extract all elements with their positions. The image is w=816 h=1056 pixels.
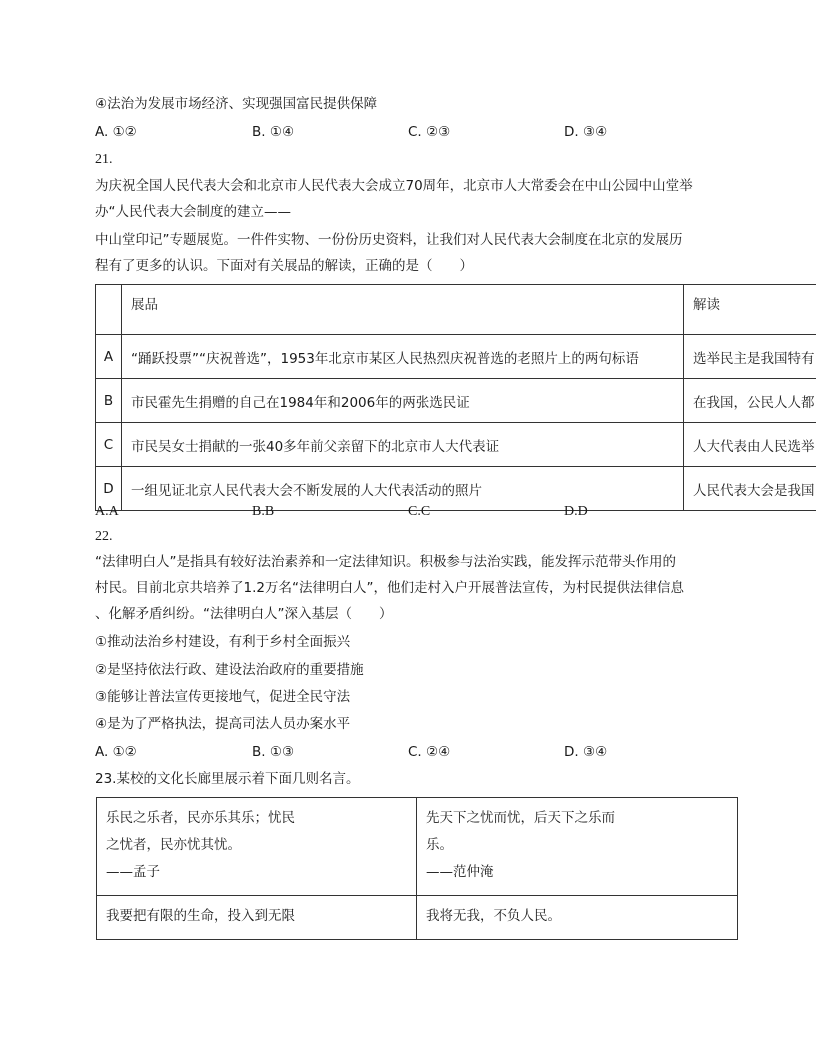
quote-cell-3	[97, 896, 417, 940]
q21-table-header	[96, 285, 816, 335]
q21-option-b: B.B	[252, 504, 275, 519]
table-row	[96, 379, 816, 423]
table-row	[96, 423, 816, 467]
row-key: A	[96, 335, 122, 379]
q20-option-c: C. ②③	[408, 124, 451, 140]
row-interpretation: 人民代表大会是我国	[684, 467, 816, 511]
quote-line: 我将无我，不负人民。	[426, 908, 561, 924]
q22-choice-2: ②是坚持依法行政、建设法治政府的重要措施	[95, 662, 364, 678]
q21-stem-line-1: 为庆祝全国人民代表大会和北京市人民代表大会成立70周年，北京市人大常委会在中山公园中山堂举	[95, 178, 693, 194]
quote-line: 之忧者，民亦忧其忧。	[106, 837, 241, 853]
q20-options	[95, 123, 735, 141]
row-exhibit: 市民吴女士捐献的一张40多年前父亲留下的北京市人大代表证	[122, 423, 684, 467]
row-interpretation: 选举民主是我国特有	[684, 335, 816, 379]
q22-option-c: C. ②④	[408, 744, 451, 760]
header-exhibit: 展品	[122, 285, 684, 335]
q20-option-b: B. ①④	[252, 124, 295, 140]
row-exhibit: 市民霍先生捐赠的自己在1984年和2006年的两张选民证	[122, 379, 684, 423]
q22-stem-line-3: 、化解矛盾纠纷。“法律明白人”深入基层（ ）	[95, 606, 393, 622]
row-interpretation: 在我国，公民人人都	[684, 379, 816, 423]
q21-number: 21.	[95, 152, 113, 167]
quote-line: 先天下之忧而忧，后天下之乐而	[426, 810, 615, 826]
q20-option-d: D. ③④	[564, 124, 608, 140]
row-key: B	[96, 379, 122, 423]
q21-option-d: D.D	[564, 504, 588, 519]
q21-exhibit-table	[95, 284, 816, 511]
quote-cell-fan-zhongyan	[417, 798, 738, 896]
q22-choice-4: ④是为了严格执法，提高司法人员办案水平	[95, 716, 351, 732]
q22-choice-1: ①推动法治乡村建设，有利于乡村全面振兴	[95, 634, 351, 650]
q22-stem-line-2: 村民。目前北京共培养了1.2万名“法律明白人”，他们走村入户开展普法宣传，为村民提供法律信息	[95, 580, 684, 596]
q22-option-b: B. ①③	[252, 744, 295, 760]
q22-option-d: D. ③④	[564, 744, 608, 760]
q21-options	[95, 503, 735, 521]
q21-option-c: C.C	[408, 504, 431, 519]
table-row	[96, 335, 816, 379]
row-key: D	[96, 467, 122, 511]
q22-option-a: A. ①②	[95, 744, 137, 760]
q22-options	[95, 743, 735, 761]
quote-author: ——孟子	[106, 864, 160, 880]
row-key: C	[96, 423, 122, 467]
q23-heading: 23.某校的文化长廊里展示着下面几则名言。	[95, 771, 360, 787]
q21-stem-line-4: 程有了更多的认识。下面对有关展品的解读，正确的是（ ）	[95, 258, 473, 274]
quote-author: ——范仲淹	[426, 864, 494, 880]
q22-number: 22.	[95, 529, 113, 544]
q21-option-a: A.A	[95, 504, 119, 519]
row-exhibit: 一组见证北京人民代表大会不断发展的人大代表活动的照片	[122, 467, 684, 511]
q22-choice-3: ③能够让普法宣传更接地气，促进全民守法	[95, 689, 351, 705]
quote-line: 我要把有限的生命，投入到无限	[106, 908, 295, 924]
quote-cell-4	[417, 896, 738, 940]
header-key-cell	[96, 285, 122, 335]
q22-stem-line-1: “法律明白人”是指具有较好法治素养和一定法律知识。积极参与法治实践，能发挥示范带头作用的	[95, 554, 676, 570]
q21-stem-line-3: 中山堂印记”专题展览。一件件实物、一份份历史资料，让我们对人民代表大会制度在北京的发展历	[95, 232, 683, 248]
row-exhibit: “踊跃投票”“庆祝普选”，1953年北京市某区人民热烈庆祝普选的老照片上的两句标语	[122, 335, 684, 379]
header-interpretation: 解读	[684, 285, 816, 335]
q20-choice-4: ④法治为发展市场经济、实现强国富民提供保障	[95, 96, 378, 112]
q21-stem-line-2: 办“人民代表大会制度的建立——	[95, 204, 291, 220]
row-interpretation: 人大代表由人民选举	[684, 423, 816, 467]
quote-line: 乐。	[426, 837, 453, 853]
quote-line: 乐民之乐者，民亦乐其乐；忧民	[106, 810, 295, 826]
q23-quotes-table	[96, 797, 738, 940]
quote-cell-mencius	[97, 798, 417, 896]
q20-option-a: A. ①②	[95, 124, 137, 140]
